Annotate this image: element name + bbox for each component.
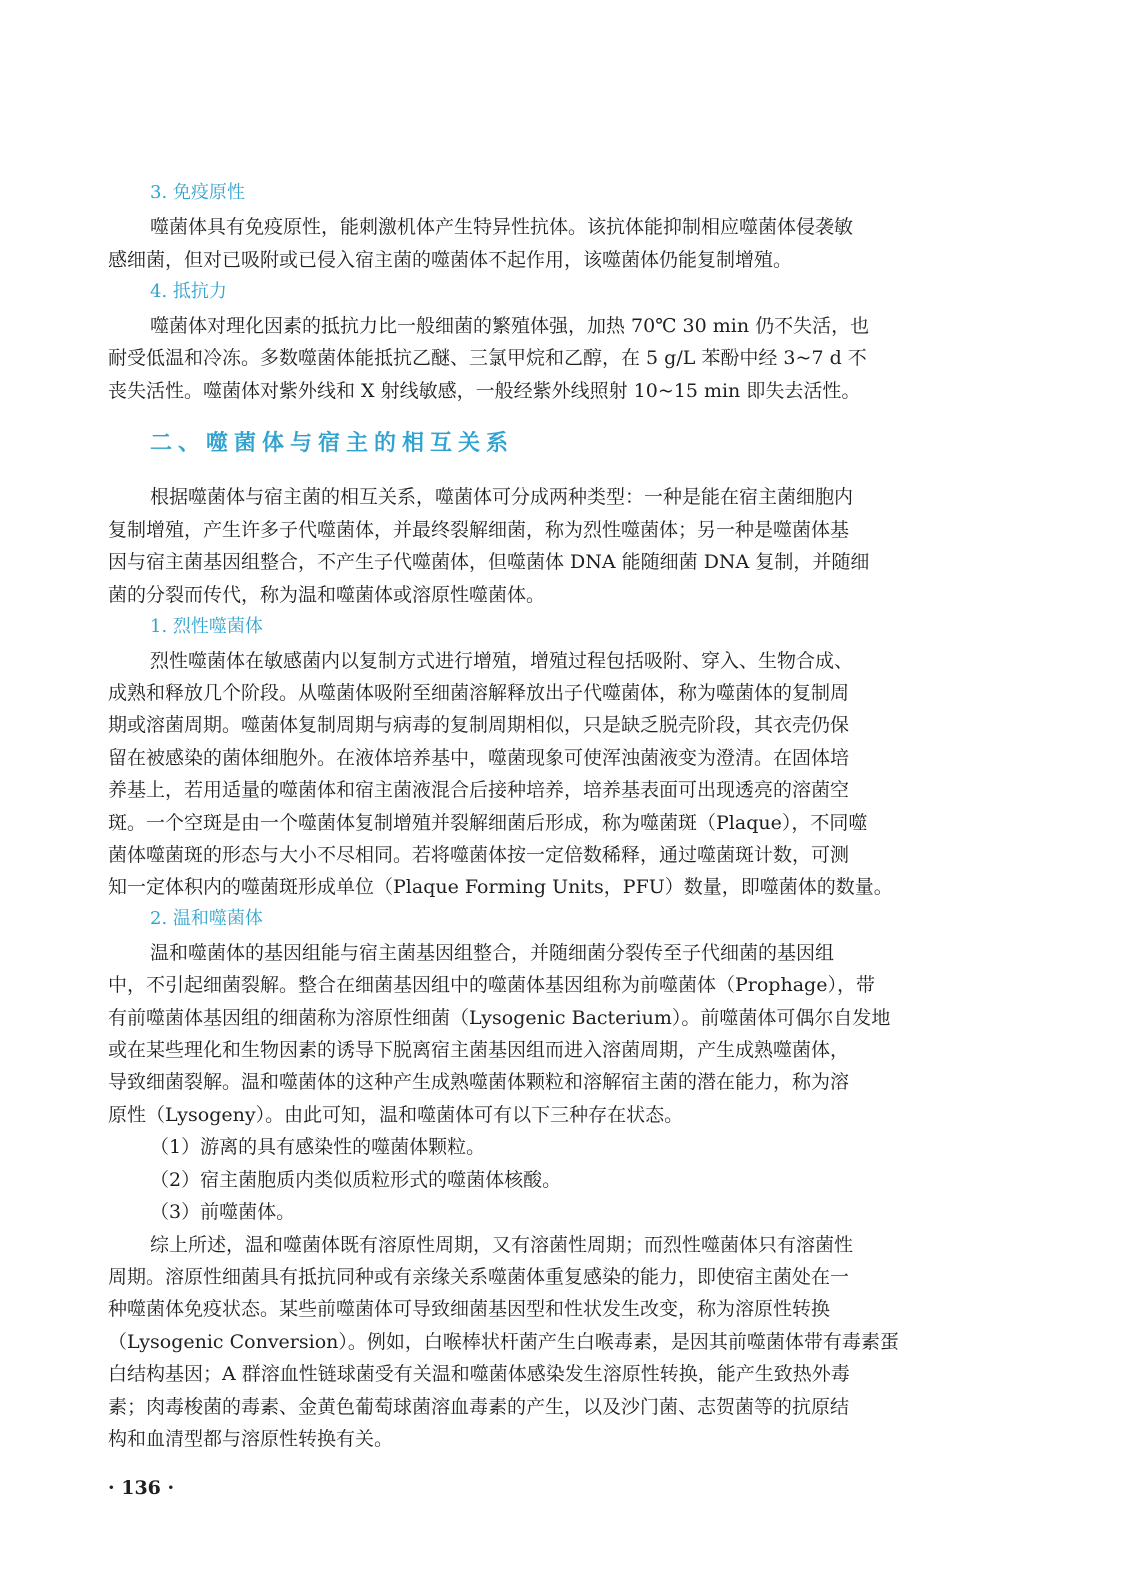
list-item: （2）宿主菌胞质内类似质粒形式的噬菌体核酸。 xyxy=(150,1169,562,1191)
paragraph-line: 菌体噬菌斑的形态与大小不尽相同。若将噬菌体按一定倍数稀释，通过噬菌斑计数，可测 xyxy=(108,844,850,866)
subheading-immunogenicity: 3. 免疫原性 xyxy=(150,182,245,203)
paragraph-line: 养基上，若用适量的噬菌体和宿主菌液混合后接种培养，培养基表面可出现透亮的溶菌空 xyxy=(108,779,850,801)
paragraph-line: 感细菌，但对已吸附或已侵入宿主菌的噬菌体不起作用，该噬菌体仍能复制增殖。 xyxy=(108,249,793,271)
paragraph-line: 导致细菌裂解。温和噬菌体的这种产生成熟噬菌体颗粒和溶解宿主菌的潜在能力，称为溶 xyxy=(108,1071,850,1093)
paragraph-line: 素；肉毒梭菌的毒素、金黄色葡萄球菌溶血毒素的产生，以及沙门菌、志贺菌等的抗原结 xyxy=(108,1396,850,1418)
paragraph-line: 耐受低温和冷冻。多数噬菌体能抵抗乙醚、三氯甲烷和乙醇，在 5 g/L 苯酚中经 3~7 d 不 xyxy=(108,347,867,369)
page-number: · 136 · xyxy=(108,1477,175,1499)
paragraph-line: 噬菌体对理化因素的抵抗力比一般细菌的繁殖体强，加热 70℃ 30 min 仍不失活，也 xyxy=(150,315,870,337)
paragraph-line: 原性（Lysogeny）。由此可知，温和噬菌体可有以下三种存在状态。 xyxy=(108,1104,684,1126)
paragraph-line: 或在某些理化和生物因素的诱导下脱离宿主菌基因组而进入溶菌周期，产生成熟噬菌体， xyxy=(108,1039,850,1061)
paragraph-line: 中，不引起细菌裂解。整合在细菌基因组中的噬菌体基因组称为前噬菌体（Prophage），带 xyxy=(108,974,875,996)
paragraph-line: 温和噬菌体的基因组能与宿主菌基因组整合，并随细菌分裂传至子代细菌的基因组 xyxy=(150,942,835,964)
paragraph-line: 复制增殖，产生许多子代噬菌体，并最终裂解细菌，称为烈性噬菌体；另一种是噬菌体基 xyxy=(108,519,850,541)
paragraph-line: 因与宿主菌基因组整合，不产生子代噬菌体，但噬菌体 DNA 能随细菌 DNA 复制，并随细 xyxy=(108,551,870,573)
paragraph-line: 构和血清型都与溶原性转换有关。 xyxy=(108,1428,394,1450)
paragraph-line: 周期。溶原性细菌具有抵抗同种或有亲缘关系噬菌体重复感染的能力，即使宿主菌处在一 xyxy=(108,1266,850,1288)
paragraph-line: 菌的分裂而传代，称为温和噬菌体或溶原性噬菌体。 xyxy=(108,584,546,606)
paragraph-line: （Lysogenic Conversion）。例如，白喉棒状杆菌产生白喉毒素，是因其前噬菌体带有毒素蛋 xyxy=(108,1331,899,1353)
paragraph-line: 有前噬菌体基因组的细菌称为溶原性细菌（Lysogenic Bacterium）。前噬菌体可偶尔自发地 xyxy=(108,1007,891,1029)
paragraph-line: 种噬菌体免疫状态。某些前噬菌体可导致细菌基因型和性状发生改变，称为溶原性转换 xyxy=(108,1298,831,1320)
subheading-resistance: 4. 抵抗力 xyxy=(150,281,227,302)
paragraph-line: 留在被感染的菌体细胞外。在液体培养基中，噬菌现象可使浑浊菌液变为澄清。在固体培 xyxy=(108,747,850,769)
paragraph-line: 丧失活性。噬菌体对紫外线和 X 射线敏感，一般经紫外线照射 10~15 min 即失去活性。 xyxy=(108,380,861,402)
list-item: （3）前噬菌体。 xyxy=(150,1201,296,1223)
subheading-virulent: 1. 烈性噬菌体 xyxy=(150,616,263,637)
paragraph-line: 期或溶菌周期。噬菌体复制周期与病毒的复制周期相似，只是缺乏脱壳阶段，其衣壳仍保 xyxy=(108,714,850,736)
paragraph-line: 知一定体积内的噬菌斑形成单位（Plaque Forming Units，PFU）数量，即噬菌体的数量。 xyxy=(108,876,893,898)
paragraph-line: 根据噬菌体与宿主菌的相互关系，噬菌体可分成两种类型：一种是能在宿主菌细胞内 xyxy=(150,486,854,508)
paragraph-line: 综上所述，温和噬菌体既有溶原性周期，又有溶菌性周期；而烈性噬菌体只有溶菌性 xyxy=(150,1234,854,1256)
paragraph-line: 噬菌体具有免疫原性，能刺激机体产生特异性抗体。该抗体能抑制相应噬菌体侵袭敏 xyxy=(150,216,854,238)
subheading-temperate: 2. 温和噬菌体 xyxy=(150,908,263,929)
paragraph-line: 斑。一个空斑是由一个噬菌体复制增殖并裂解细菌后形成，称为噬菌斑（Plaque），不同噬 xyxy=(108,812,868,834)
paragraph-line: 白结构基因；A 群溶血性链球菌受有关温和噬菌体感染发生溶原性转换，能产生致热外毒 xyxy=(108,1363,850,1385)
section-title: 二、噬菌体与宿主的相互关系 xyxy=(150,430,515,456)
paragraph-line: 成熟和释放几个阶段。从噬菌体吸附至细菌溶解释放出子代噬菌体，称为噬菌体的复制周 xyxy=(108,682,850,704)
list-item: （1）游离的具有感染性的噬菌体颗粒。 xyxy=(150,1136,486,1158)
paragraph-line: 烈性噬菌体在敏感菌内以复制方式进行增殖，增殖过程包括吸附、穿入、生物合成、 xyxy=(150,650,854,672)
